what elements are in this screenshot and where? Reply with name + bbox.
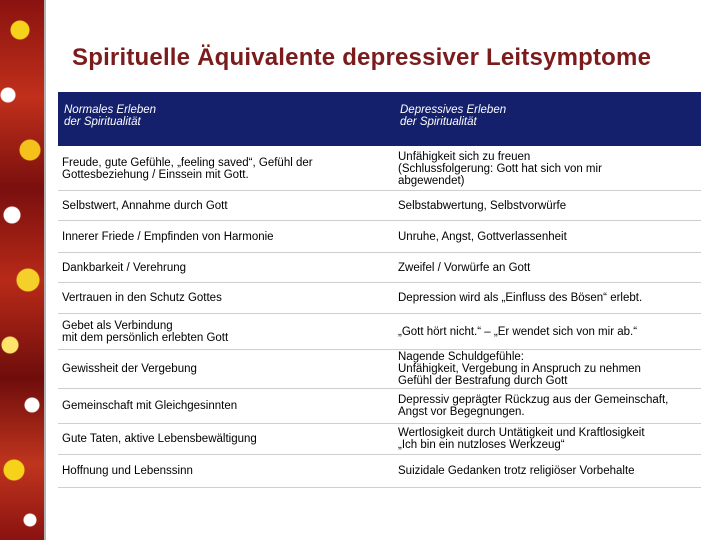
- cell-depressive: Depression wird als „Einfluss des Bösen“ erlebt.: [398, 292, 643, 304]
- header-depressive: Depressives Erleben der Spiritualität: [400, 104, 507, 128]
- table-header: [58, 92, 701, 147]
- table-row: [58, 253, 701, 283]
- header-normal: Normales Erleben der Spiritualität: [64, 104, 157, 128]
- table-row: [58, 389, 701, 424]
- cell-depressive: Nagende Schuldgefühle: Unfähigkeit, Vergebung in Anspruch zu nehmen Gefühl der Bestrafung durch Gott: [398, 351, 641, 387]
- table-row: [58, 455, 701, 488]
- cell-normal: Gewissheit der Vergebung: [62, 363, 197, 375]
- cell-depressive: Suizidale Gedanken trotz religiöser Vorbehalte: [398, 465, 635, 477]
- table-row: [58, 221, 701, 253]
- page-title: Spirituelle Äquivalente depressiver Leitsymptome: [72, 44, 652, 71]
- cell-depressive: Unruhe, Angst, Gottverlassenheit: [398, 230, 567, 243]
- cell-normal: Gemeinschaft mit Gleichgesinnten: [62, 400, 238, 412]
- table-row: [58, 147, 701, 191]
- table-row: [58, 191, 701, 221]
- cell-depressive: „Gott hört nicht.“ – „Er wendet sich von mir ab.“: [398, 325, 638, 338]
- table-row: [58, 283, 701, 314]
- table-row: [58, 424, 701, 455]
- side-divider: [44, 0, 46, 540]
- cell-depressive: Zweifel / Vorwürfe an Gott: [398, 261, 531, 274]
- cell-normal: Dankbarkeit / Verehrung: [62, 261, 187, 274]
- cell-normal: Hoffnung und Lebenssinn: [62, 465, 193, 477]
- cell-depressive: Unfähigkeit sich zu freuen (Schlussfolgerung: Gott hat sich von mir abgewendet): [398, 150, 602, 187]
- cell-normal: Vertrauen in den Schutz Gottes: [62, 292, 222, 304]
- cell-normal: Gute Taten, aktive Lebensbewältigung: [62, 433, 257, 445]
- table-row: [58, 314, 701, 350]
- comparison-table: [58, 92, 701, 488]
- cell-depressive: Selbstabwertung, Selbstvorwürfe: [398, 199, 567, 212]
- cell-normal: Freude, gute Gefühle, „feeling saved“, Gefühl der Gottesbeziehung / Einssein mit Gott.: [62, 156, 313, 181]
- cell-normal: Gebet als Verbindung mit dem persönlich erlebten Gott: [62, 319, 229, 344]
- cell-depressive: Depressiv geprägter Rückzug aus der Gemeinschaft, Angst vor Begegnungen.: [398, 394, 669, 418]
- cell-normal: Selbstwert, Annahme durch Gott: [62, 199, 228, 212]
- cell-normal: Innerer Friede / Empfinden von Harmonie: [62, 230, 274, 243]
- decorative-flower-strip: [0, 0, 44, 540]
- table-row: [58, 350, 701, 389]
- cell-depressive: Wertlosigkeit durch Untätigkeit und Kraftlosigkeit „Ich bin ein nutzloses Werkzeug“: [398, 427, 645, 451]
